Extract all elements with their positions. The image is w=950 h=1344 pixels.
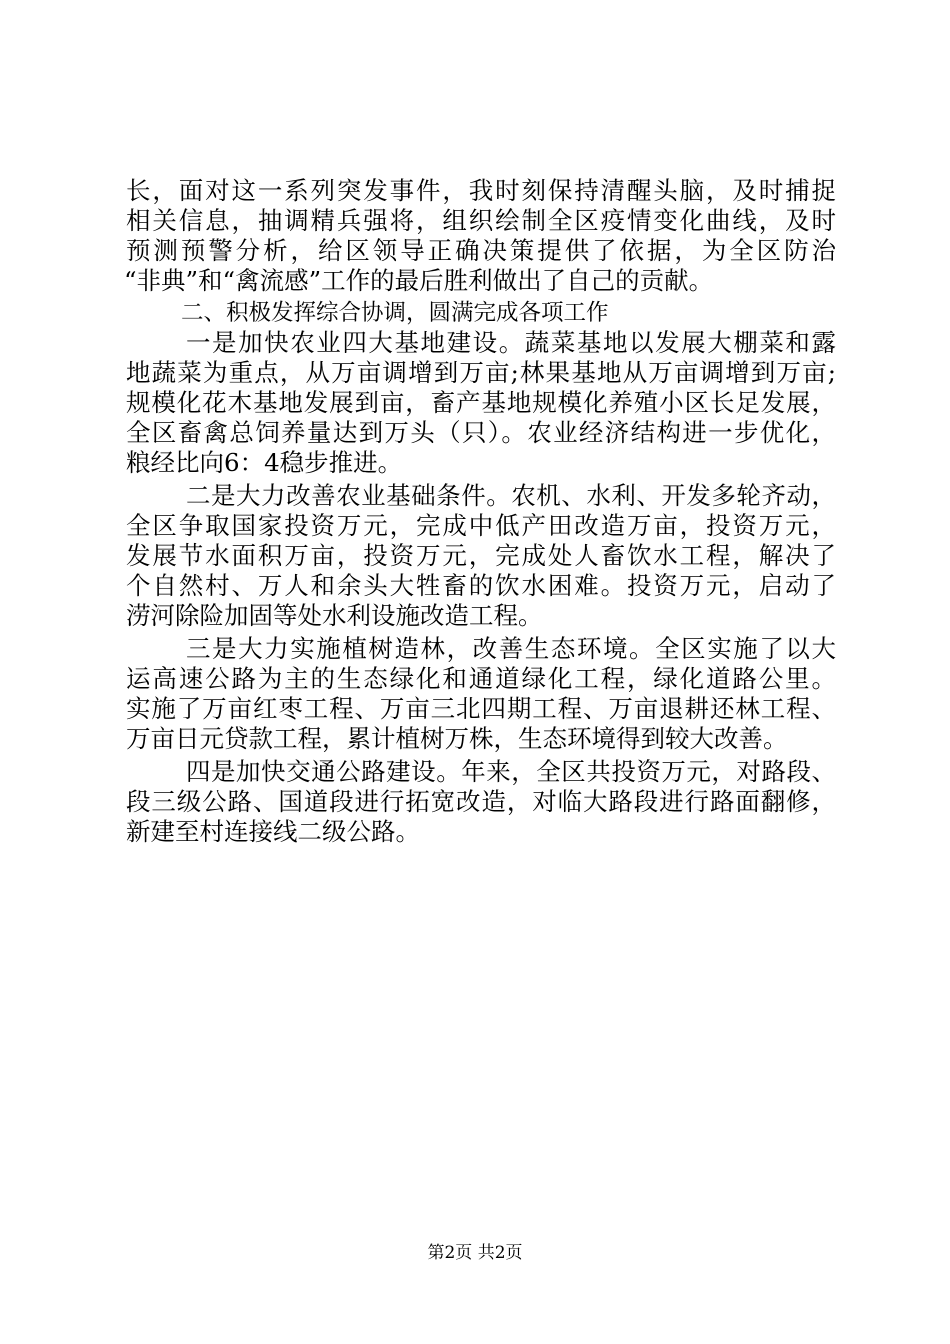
- paragraph-line: 粮经比向6：4稳步推进。: [126, 448, 403, 477]
- paragraph-line: 长，面对这一系列突发事件，我时刻保持清醒头脑，及时捕捉: [126, 176, 836, 205]
- paragraph-line: 个自然村、万人和余头大牲畜的饮水困难。投资万元，启动了: [126, 571, 836, 600]
- paragraph-line: 新建至村连接线二级公路。: [126, 817, 420, 846]
- paragraph-line: 发展节水面积万亩，投资万元，完成处人畜饮水工程，解决了: [126, 541, 836, 570]
- paragraph-line: “非典”和“禽流感”工作的最后胜利做出了自己的贡献。: [124, 266, 714, 295]
- paragraph-line: 段三级公路、国道段进行拓宽改造，对临大路段进行路面翻修，: [126, 787, 836, 816]
- paragraph-line: 二是大力改善农业基础条件。农机、水利、开发多轮齐动，: [186, 481, 836, 510]
- paragraph-line: 规模化花木基地发展到亩，畜产基地规模化养殖小区长足发展，: [126, 388, 836, 417]
- paragraph-line: 运高速公路为主的生态绿化和通道绿化工程，绿化道路公里。: [126, 664, 836, 693]
- paragraph-line: 地蔬菜为重点，从万亩调增到万亩;林果基地从万亩调增到万亩;: [126, 358, 836, 387]
- section-heading: 二、积极发挥综合协调，圆满完成各项工作: [181, 300, 609, 326]
- paragraph-line: 全区争取国家投资万元，完成中低产田改造万亩，投资万元，: [126, 511, 836, 540]
- paragraph-line: 一是加快农业四大基地建设。蔬菜基地以发展大棚菜和露: [186, 328, 836, 357]
- paragraph-line: 万亩日元贷款工程，累计植树万株，生态环境得到较大改善。: [126, 724, 788, 753]
- paragraph-line: 实施了万亩红枣工程、万亩三北四期工程、万亩退耕还林工程、: [126, 694, 836, 723]
- paragraph-line: 四是加快交通公路建设。年来，全区共投资万元，对路段、: [186, 757, 836, 786]
- paragraph-line: 涝河除险加固等处水利设施改造工程。: [126, 601, 543, 630]
- paragraph-line: 全区畜禽总饲养量达到万头（只）。农业经济结构进一步优化，: [126, 418, 836, 447]
- paragraph-line: 三是大力实施植树造林，改善生态环境。全区实施了以大: [186, 634, 836, 663]
- paragraph-line: 相关信息，抽调精兵强将，组织绘制全区疫情变化曲线，及时: [126, 206, 836, 235]
- paragraph-line: 预测预警分析，给区领导正确决策提供了依据，为全区防治: [126, 236, 836, 265]
- page-number-footer: 第2页 共2页: [427, 1243, 523, 1263]
